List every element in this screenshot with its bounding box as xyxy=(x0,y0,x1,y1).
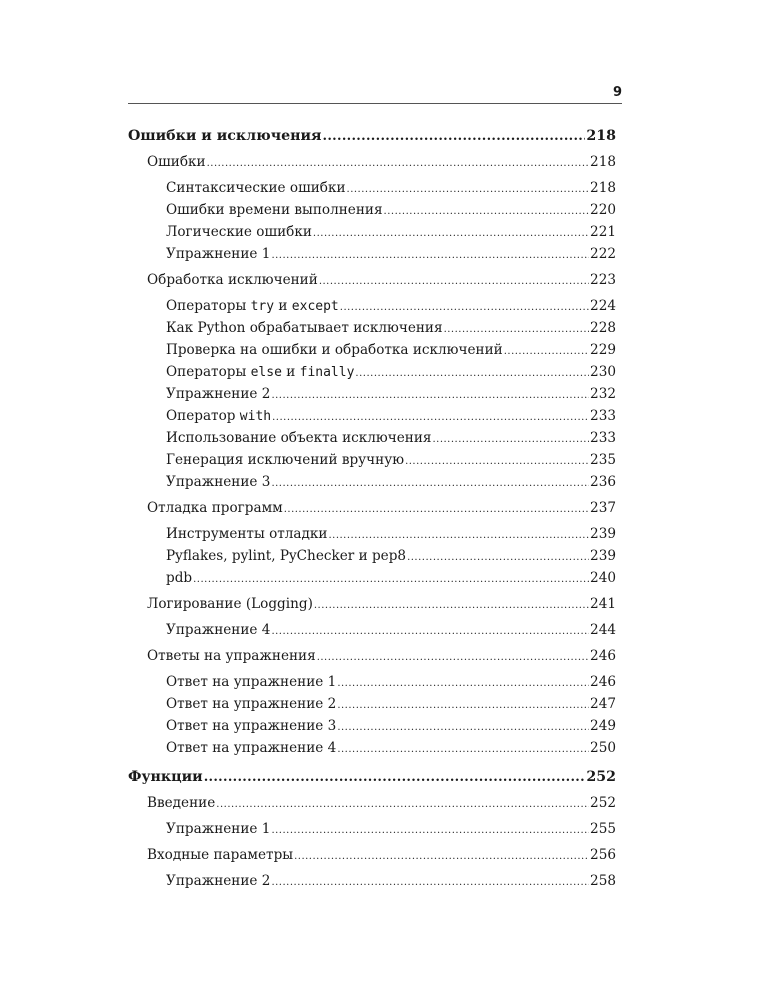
toc-entry-title xyxy=(166,405,271,428)
toc-entry-page: 247 xyxy=(590,696,616,712)
toc-entry-page: 249 xyxy=(590,718,616,734)
toc-entry[interactable] xyxy=(128,295,616,317)
title-text: Ответ на упражнение 4 xyxy=(166,740,337,756)
title-text: Логические ошибки xyxy=(166,224,312,240)
dot-leader xyxy=(340,297,589,319)
dot-leader xyxy=(432,429,589,451)
toc-entry[interactable] xyxy=(128,221,616,243)
toc-entry-title xyxy=(166,427,431,449)
toc-entry[interactable] xyxy=(128,645,616,667)
dot-leader xyxy=(337,695,589,717)
code-keyword: except xyxy=(291,299,339,314)
code-keyword: else xyxy=(250,365,282,380)
title-text: Ошибки времени выполнения xyxy=(166,202,383,218)
code-keyword: finally xyxy=(299,365,355,380)
toc-entry[interactable] xyxy=(128,671,616,693)
dot-leader xyxy=(323,126,586,148)
toc-entry[interactable] xyxy=(128,199,616,221)
toc-entry-title xyxy=(166,693,336,715)
toc-entry-title xyxy=(166,737,336,759)
toc-entry[interactable] xyxy=(128,361,616,383)
toc-entry-title xyxy=(147,497,283,519)
title-text: Проверка на ошибки и обработка исключений xyxy=(166,342,503,358)
dot-leader xyxy=(384,201,590,223)
title-text: Ответ на упражнение 1 xyxy=(166,674,337,690)
header-rule xyxy=(128,103,622,104)
toc-entry-page: 230 xyxy=(590,364,616,380)
toc-entry-title xyxy=(166,317,443,339)
dot-leader xyxy=(347,179,590,201)
toc-entry[interactable] xyxy=(128,243,616,265)
toc-entry[interactable] xyxy=(128,567,616,589)
title-text: Логирование (Logging) xyxy=(147,596,313,612)
dot-leader xyxy=(271,820,589,842)
toc-entry[interactable] xyxy=(128,317,616,339)
toc-entry-page: 218 xyxy=(590,180,616,196)
toc-entry-page: 240 xyxy=(590,570,616,586)
toc-entry-title xyxy=(166,545,406,567)
page-number: 9 xyxy=(612,85,622,100)
title-text: Упражнение 3 xyxy=(166,474,271,490)
toc-entry[interactable] xyxy=(128,383,616,405)
toc-entry[interactable] xyxy=(128,471,616,493)
dot-leader xyxy=(313,223,589,245)
toc-entry-title xyxy=(166,471,270,493)
toc-entry-page: 218 xyxy=(586,128,616,144)
toc-entry[interactable] xyxy=(128,151,616,173)
toc-entry-title xyxy=(147,792,215,814)
title-text: Ответ на упражнение 2 xyxy=(166,696,337,712)
toc-entry[interactable] xyxy=(128,619,616,641)
toc-entry-page: 218 xyxy=(590,154,616,170)
toc-entry-page: 252 xyxy=(590,795,616,811)
dot-leader xyxy=(272,407,589,429)
dot-leader xyxy=(328,525,589,547)
toc-entry-page: 221 xyxy=(590,224,616,240)
dot-leader xyxy=(294,846,589,868)
toc-entry[interactable] xyxy=(128,693,616,715)
toc-entry[interactable] xyxy=(128,339,616,361)
toc-entry-page: 232 xyxy=(590,386,616,402)
toc-entry[interactable] xyxy=(128,427,616,449)
toc-entry-title xyxy=(166,295,339,318)
toc-entry[interactable] xyxy=(128,715,616,737)
toc-entry-title xyxy=(166,870,270,892)
dot-leader xyxy=(444,319,589,341)
dot-leader xyxy=(407,547,589,569)
toc-entry-title xyxy=(147,645,316,667)
dot-leader xyxy=(207,153,589,175)
toc-entry-page: 228 xyxy=(590,320,616,336)
toc-entry-page: 220 xyxy=(590,202,616,218)
toc-entry-title xyxy=(166,339,503,361)
toc-entry[interactable] xyxy=(128,818,616,840)
toc-entry-page: 250 xyxy=(590,740,616,756)
title-text: Отладка программ xyxy=(147,500,283,516)
toc-entry-title xyxy=(166,671,336,693)
toc-entry-title xyxy=(166,449,404,471)
toc-entry-title xyxy=(166,361,354,384)
toc-entry-title xyxy=(166,523,327,545)
dot-leader xyxy=(337,717,589,739)
dot-leader xyxy=(317,647,589,669)
toc-entry[interactable] xyxy=(128,792,616,814)
toc-entry-title xyxy=(166,619,270,641)
title-text: Использование объекта исключения xyxy=(166,430,432,446)
toc-entry-title xyxy=(128,125,322,147)
toc-entry-page: 246 xyxy=(590,648,616,664)
toc-entry-page: 258 xyxy=(590,873,616,889)
code-keyword: try xyxy=(250,299,275,314)
toc-entry-title xyxy=(166,567,192,589)
code-keyword: with xyxy=(239,409,272,424)
toc-entry-title xyxy=(147,269,318,291)
toc-entry-page: 244 xyxy=(590,622,616,638)
toc-entry[interactable] xyxy=(128,766,616,788)
toc-entry[interactable] xyxy=(128,449,616,471)
toc-entry-title xyxy=(128,766,203,788)
dot-leader xyxy=(271,621,589,643)
toc-entry-page: 239 xyxy=(590,548,616,564)
dot-leader xyxy=(337,739,589,761)
title-text: Функции xyxy=(128,769,203,785)
toc-entry-page: 246 xyxy=(590,674,616,690)
toc-entry-title xyxy=(147,844,293,866)
toc-entry-title xyxy=(166,221,312,243)
toc-entry-page: 235 xyxy=(590,452,616,468)
toc-entry-page: 223 xyxy=(590,272,616,288)
dot-leader xyxy=(314,595,589,617)
toc-entry-page: 233 xyxy=(590,430,616,446)
toc-entry-page: 239 xyxy=(590,526,616,542)
title-text: Синтаксические ошибки xyxy=(166,180,346,196)
toc-entry-title xyxy=(147,151,206,173)
toc-entry-title xyxy=(166,715,336,737)
title-text: Как Python обрабатывает исключения xyxy=(166,320,443,336)
toc-entry[interactable] xyxy=(128,593,616,615)
dot-leader xyxy=(271,872,589,894)
title-text: Обработка исключений xyxy=(147,272,318,288)
toc-entry[interactable] xyxy=(128,844,616,866)
toc-entry[interactable] xyxy=(128,737,616,759)
title-text: Упражнение 2 xyxy=(166,386,271,402)
title-text: Введение xyxy=(147,795,216,811)
toc-entry-title xyxy=(147,593,313,615)
title-text: pdb xyxy=(166,570,193,586)
toc-entry-page: 241 xyxy=(590,596,616,612)
title-text: Инструменты отладки xyxy=(166,526,328,542)
title-text: и xyxy=(274,298,292,314)
toc-entry-page: 256 xyxy=(590,847,616,863)
dot-leader xyxy=(204,767,586,789)
table-of-contents xyxy=(128,125,616,892)
toc-entry[interactable] xyxy=(128,405,616,427)
toc-entry-page: 224 xyxy=(590,298,616,314)
toc-entry[interactable] xyxy=(128,177,616,199)
dot-leader xyxy=(271,385,589,407)
toc-entry[interactable] xyxy=(128,545,616,567)
toc-entry-page: 233 xyxy=(590,408,616,424)
toc-entry-title xyxy=(166,177,346,199)
title-text: Ошибки xyxy=(147,154,206,170)
toc-entry-page: 255 xyxy=(590,821,616,837)
title-text: Ошибки и исключения xyxy=(128,128,322,144)
toc-entry-page: 236 xyxy=(590,474,616,490)
toc-entry-page: 252 xyxy=(586,769,616,785)
title-text: Операторы xyxy=(166,364,251,380)
title-text: Упражнение 4 xyxy=(166,622,271,638)
title-text: Pyflakes, pylint, PyChecker и pep8 xyxy=(166,548,407,564)
dot-leader xyxy=(355,363,589,385)
title-text: Ответы на упражнения xyxy=(147,648,316,664)
title-text: Оператор xyxy=(166,408,240,424)
title-text: Генерация исключений вручную xyxy=(166,452,405,468)
dot-leader xyxy=(405,451,589,473)
toc-entry[interactable] xyxy=(128,269,616,291)
title-text: Входные параметры xyxy=(147,847,294,863)
title-text: и xyxy=(281,364,300,380)
dot-leader xyxy=(193,569,589,591)
dot-leader xyxy=(271,473,589,495)
toc-entry[interactable] xyxy=(128,497,616,519)
toc-entry[interactable] xyxy=(128,523,616,545)
dot-leader xyxy=(504,341,589,363)
toc-entry-title xyxy=(166,199,383,221)
toc-entry-page: 237 xyxy=(590,500,616,516)
toc-entry[interactable] xyxy=(128,870,616,892)
toc-entry[interactable] xyxy=(128,125,616,147)
dot-leader xyxy=(271,245,589,267)
dot-leader xyxy=(216,794,589,816)
title-text: Упражнение 2 xyxy=(166,873,271,889)
toc-entry-title xyxy=(166,243,270,265)
dot-leader xyxy=(284,499,589,521)
dot-leader xyxy=(337,673,589,695)
toc-entry-page: 229 xyxy=(590,342,616,358)
title-text: Операторы xyxy=(166,298,251,314)
toc-entry-page: 222 xyxy=(590,246,616,262)
title-text: Упражнение 1 xyxy=(166,821,271,837)
toc-entry-title xyxy=(166,818,270,840)
title-text: Ответ на упражнение 3 xyxy=(166,718,337,734)
title-text: Упражнение 1 xyxy=(166,246,271,262)
toc-entry-title xyxy=(166,383,270,405)
dot-leader xyxy=(319,271,589,293)
